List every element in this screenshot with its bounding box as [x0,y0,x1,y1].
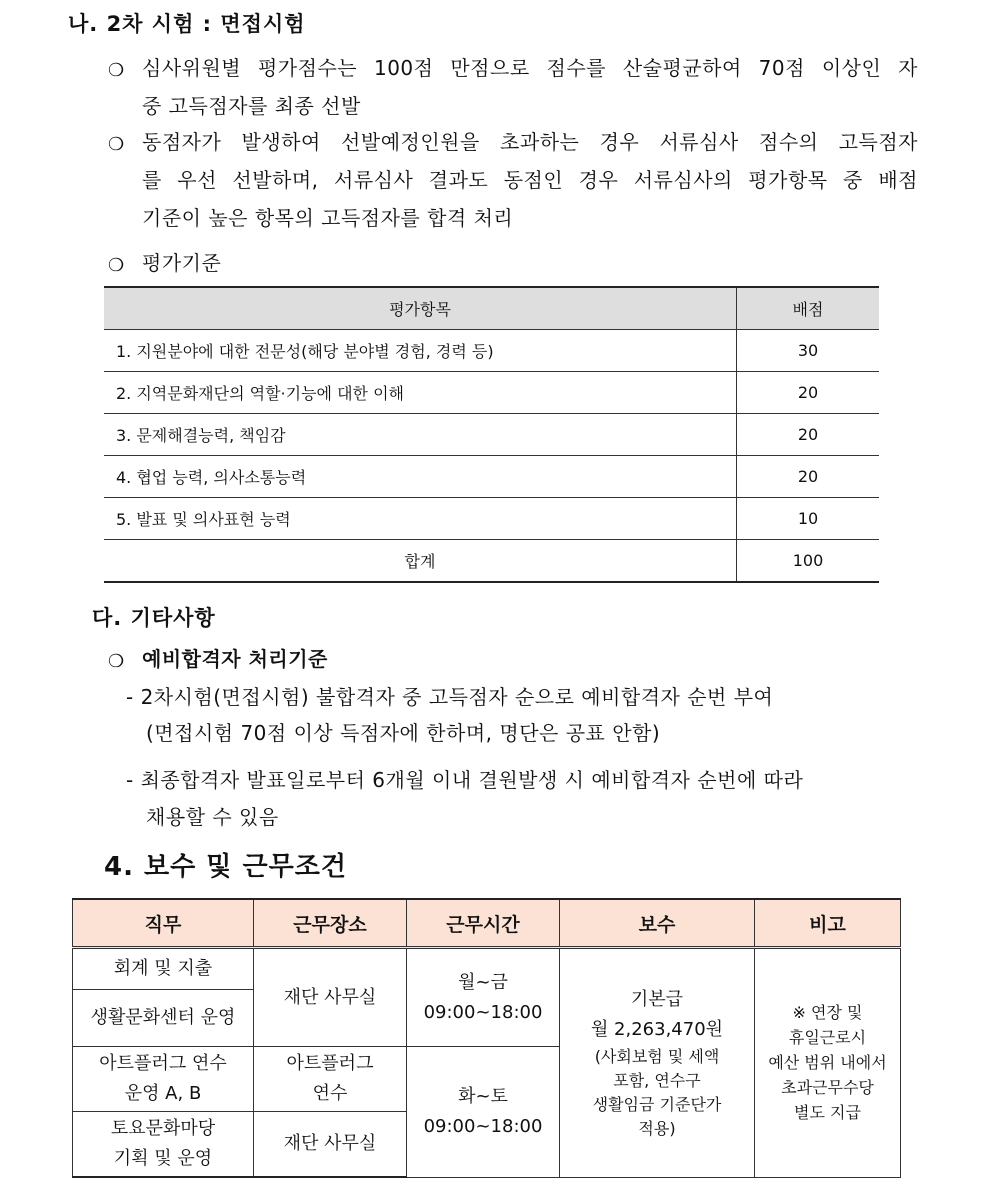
bullet-icon: ❍ [108,60,125,81]
place-cell: 재단 사무실 [254,1112,407,1178]
job-line: 기획 및 운영 [113,1148,213,1169]
section-heading-pay: 4. 보수 및 근무조건 [104,852,347,882]
column-header-place: 근무장소 [254,899,407,948]
job-line: 아트플러그 연수 [99,1053,227,1074]
eval-score: 30 [737,330,880,372]
place-cell: 재단 사무실 [254,948,407,1047]
place-line: 연수 [312,1083,348,1104]
pay-note: 포함, 연수구 [613,1070,701,1090]
paragraph-line: 채용할 수 있음 [146,805,279,829]
total-value: 100 [737,540,880,583]
eval-item: 1. 지원분야에 대한 전문성(해당 분야별 경험, 경력 등) [104,330,737,372]
place-line: 아트플러그 [286,1053,374,1074]
work-hours: 09:00~18:00 [423,1115,543,1137]
place-cell [254,1047,407,1112]
job-cell: 회계 및 지출 [73,948,254,990]
pay-label: 기본급 [630,988,684,1010]
table-header-row [73,899,901,948]
paragraph-line: 심사위원별 평가점수는 100점 만점으로 점수를 산술평균하여 70점 이상인 자 [142,56,918,80]
column-header-score: 배점 [737,287,880,330]
paragraph-line: - 2차시험(면접시험) 불합격자 중 고득점자 순으로 예비합격자 순번 부여 [126,685,774,709]
pay-note: 적용) [638,1118,676,1138]
eval-item: 5. 발표 및 의사표현 능력 [104,498,737,540]
paragraph-line: 기준이 높은 항목의 고득점자를 합격 처리 [142,206,514,230]
work-days: 월~금 [458,971,508,993]
evaluation-criteria-table [104,286,879,583]
total-label: 합계 [104,540,737,583]
note-line: ※ 연장 및 [792,1003,863,1023]
pay-conditions-table [72,898,901,1178]
note-line: 휴일근로시 [788,1028,867,1048]
note-cell [755,948,901,1178]
eval-score: 20 [737,372,880,414]
eval-score: 10 [737,498,880,540]
pay-cell [560,948,755,1178]
section-heading-interview: 나. 2차 시험 : 면접시험 [68,12,306,36]
note-line: 예산 범위 내에서 [768,1053,887,1073]
pay-note: (사회보험 및 세액 [594,1046,720,1066]
column-header-hours: 근무시간 [407,899,560,948]
table-row [104,456,879,498]
work-days: 화~토 [458,1085,508,1107]
table-row [104,498,879,540]
section-heading-other: 다. 기타사항 [92,606,216,630]
work-hours: 09:00~18:00 [423,1001,543,1023]
hours-cell [407,1047,560,1178]
paragraph-line: (면접시험 70점 이상 득점자에 한하며, 명단은 공표 안함) [146,721,661,745]
table-row [104,330,879,372]
paragraph-line: 를 우선 선발하며, 서류심사 결과도 동점인 경우 서류심사의 평가항목 중 배점 [142,168,918,192]
table-row [73,948,901,990]
job-cell: 생활문화센터 운영 [73,990,254,1047]
eval-score: 20 [737,456,880,498]
pay-amount: 월 2,263,470원 [590,1018,724,1040]
table-header-row [104,287,879,330]
hours-cell [407,948,560,1047]
bullet-icon: ❍ [108,255,125,276]
table-row [104,414,879,456]
note-line: 별도 지급 [794,1103,861,1123]
paragraph-line: - 최종합격자 발표일로부터 6개월 이내 결원발생 시 예비합격자 순번에 따라 [126,768,804,792]
job-line: 운영 A, B [124,1083,202,1104]
reserve-criteria-title: 예비합격자 처리기준 [142,647,328,671]
paragraph-line: 중 고득점자를 최종 선발 [142,94,361,118]
eval-item: 3. 문제해결능력, 책임감 [104,414,737,456]
column-header-job: 직무 [73,899,254,948]
paragraph-line: 동점자가 발생하여 선발예정인원을 초과하는 경우 서류심사 점수의 고득점자 [142,130,918,154]
job-cell [73,1112,254,1178]
eval-item: 4. 협업 능력, 의사소통능력 [104,456,737,498]
eval-item: 2. 지역문화재단의 역할·기능에 대한 이해 [104,372,737,414]
column-header-pay: 보수 [560,899,755,948]
column-header-note: 비고 [755,899,901,948]
bullet-icon: ❍ [108,134,125,155]
note-line: 초과근무수당 [781,1078,874,1098]
bullet-icon: ❍ [108,651,125,672]
job-line: 토요문화마당 [110,1118,216,1139]
pay-note: 생활임금 기준단가 [592,1094,722,1114]
table-total-row [104,540,879,583]
table-row [104,372,879,414]
eval-score: 20 [737,414,880,456]
eval-criteria-label: 평가기준 [142,251,222,275]
job-cell [73,1047,254,1112]
column-header-item: 평가항목 [104,287,737,330]
